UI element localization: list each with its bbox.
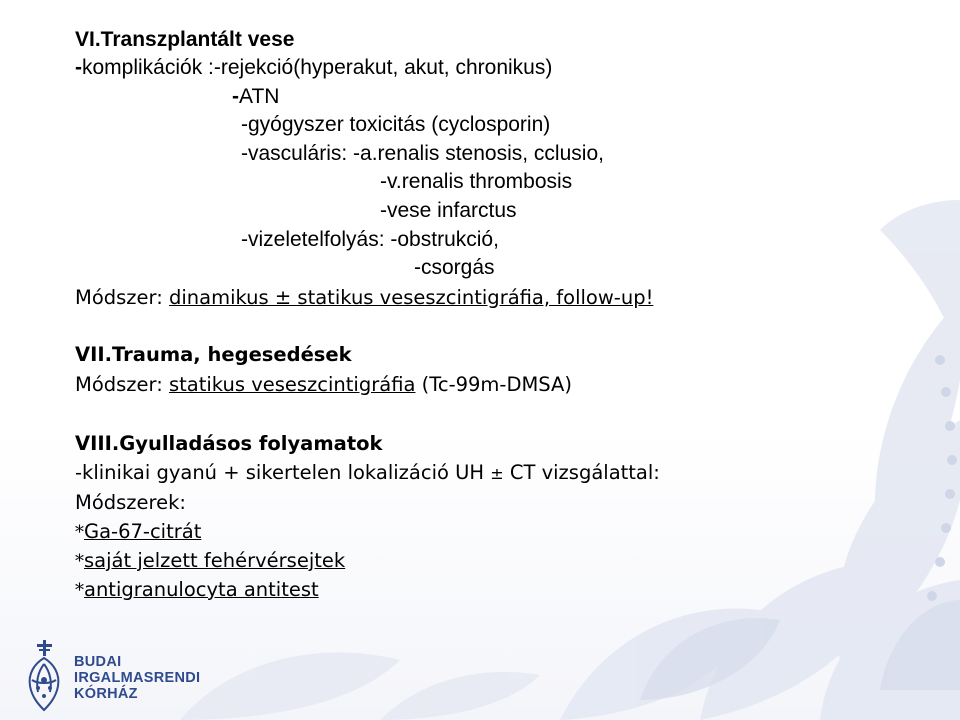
logo-line: KÓRHÁZ bbox=[74, 686, 138, 702]
method-label: Módszer: bbox=[75, 373, 169, 396]
complications-text: komplikációk :-rejekció(hyperakut, akut, chronikus) bbox=[82, 56, 553, 79]
method-item-label: saját jelzett fehérvérsejtek bbox=[84, 549, 346, 572]
methods-label: Módszerek: bbox=[75, 491, 186, 514]
infarction-line: -vese infarctus bbox=[380, 199, 517, 222]
logo-line: BUDAI bbox=[74, 654, 122, 670]
asterisk-bullet: * bbox=[75, 522, 84, 543]
section-vi-title: VI.Transzplantált vese bbox=[75, 28, 295, 51]
section-viii-title: VIII.Gyulladásos folyamatok bbox=[75, 432, 383, 455]
drug-toxicity-line: -gyógyszer toxicitás (cyclosporin) bbox=[241, 113, 551, 136]
method-item bbox=[75, 577, 319, 604]
complications-line bbox=[75, 55, 552, 81]
section-vii-method bbox=[75, 372, 572, 398]
method-value: dinamikus ± statikus veseszcintigráfia, follow-up! bbox=[168, 286, 654, 309]
method-item bbox=[75, 519, 201, 546]
venous-thrombosis-line: -v.renalis thrombosis bbox=[380, 170, 573, 193]
vascular-line: -vasculáris: -a.renalis stenosis, cclusio, bbox=[241, 142, 604, 165]
plus-minus-sign: ± bbox=[490, 464, 504, 483]
clinical-text-a: -klinikai gyanú + sikertelen lokalizáció UH bbox=[75, 461, 491, 484]
clinical-suspicion-line bbox=[75, 460, 660, 487]
section-vi-method bbox=[75, 285, 653, 311]
clinical-text-b: CT vizsgálattal: bbox=[503, 461, 660, 484]
hospital-logo-text bbox=[74, 654, 200, 702]
method-item-label: Ga-67-citrát bbox=[84, 520, 202, 543]
section-vii-title: VII.Trauma, hegesedések bbox=[75, 343, 352, 366]
method-label: Módszer: bbox=[75, 286, 169, 309]
method-item bbox=[75, 548, 345, 575]
dash: - bbox=[75, 56, 82, 79]
method-suffix: (Tc-99m-DMSA) bbox=[415, 373, 572, 396]
method-item-label: antigranulocyta antitest bbox=[84, 578, 319, 601]
asterisk-bullet: * bbox=[75, 551, 84, 572]
logo-line: IRGALMASRENDI bbox=[74, 670, 201, 686]
urine-outflow-line: -vizeletelfolyás: -obstrukció, bbox=[241, 228, 499, 251]
atn-line bbox=[232, 84, 279, 110]
dash: - bbox=[232, 85, 239, 108]
method-value: statikus veseszcintigráfia bbox=[168, 373, 416, 396]
asterisk-bullet: * bbox=[75, 580, 84, 601]
atn-text: ATN bbox=[239, 85, 280, 108]
leakage-line: -csorgás bbox=[414, 256, 495, 279]
